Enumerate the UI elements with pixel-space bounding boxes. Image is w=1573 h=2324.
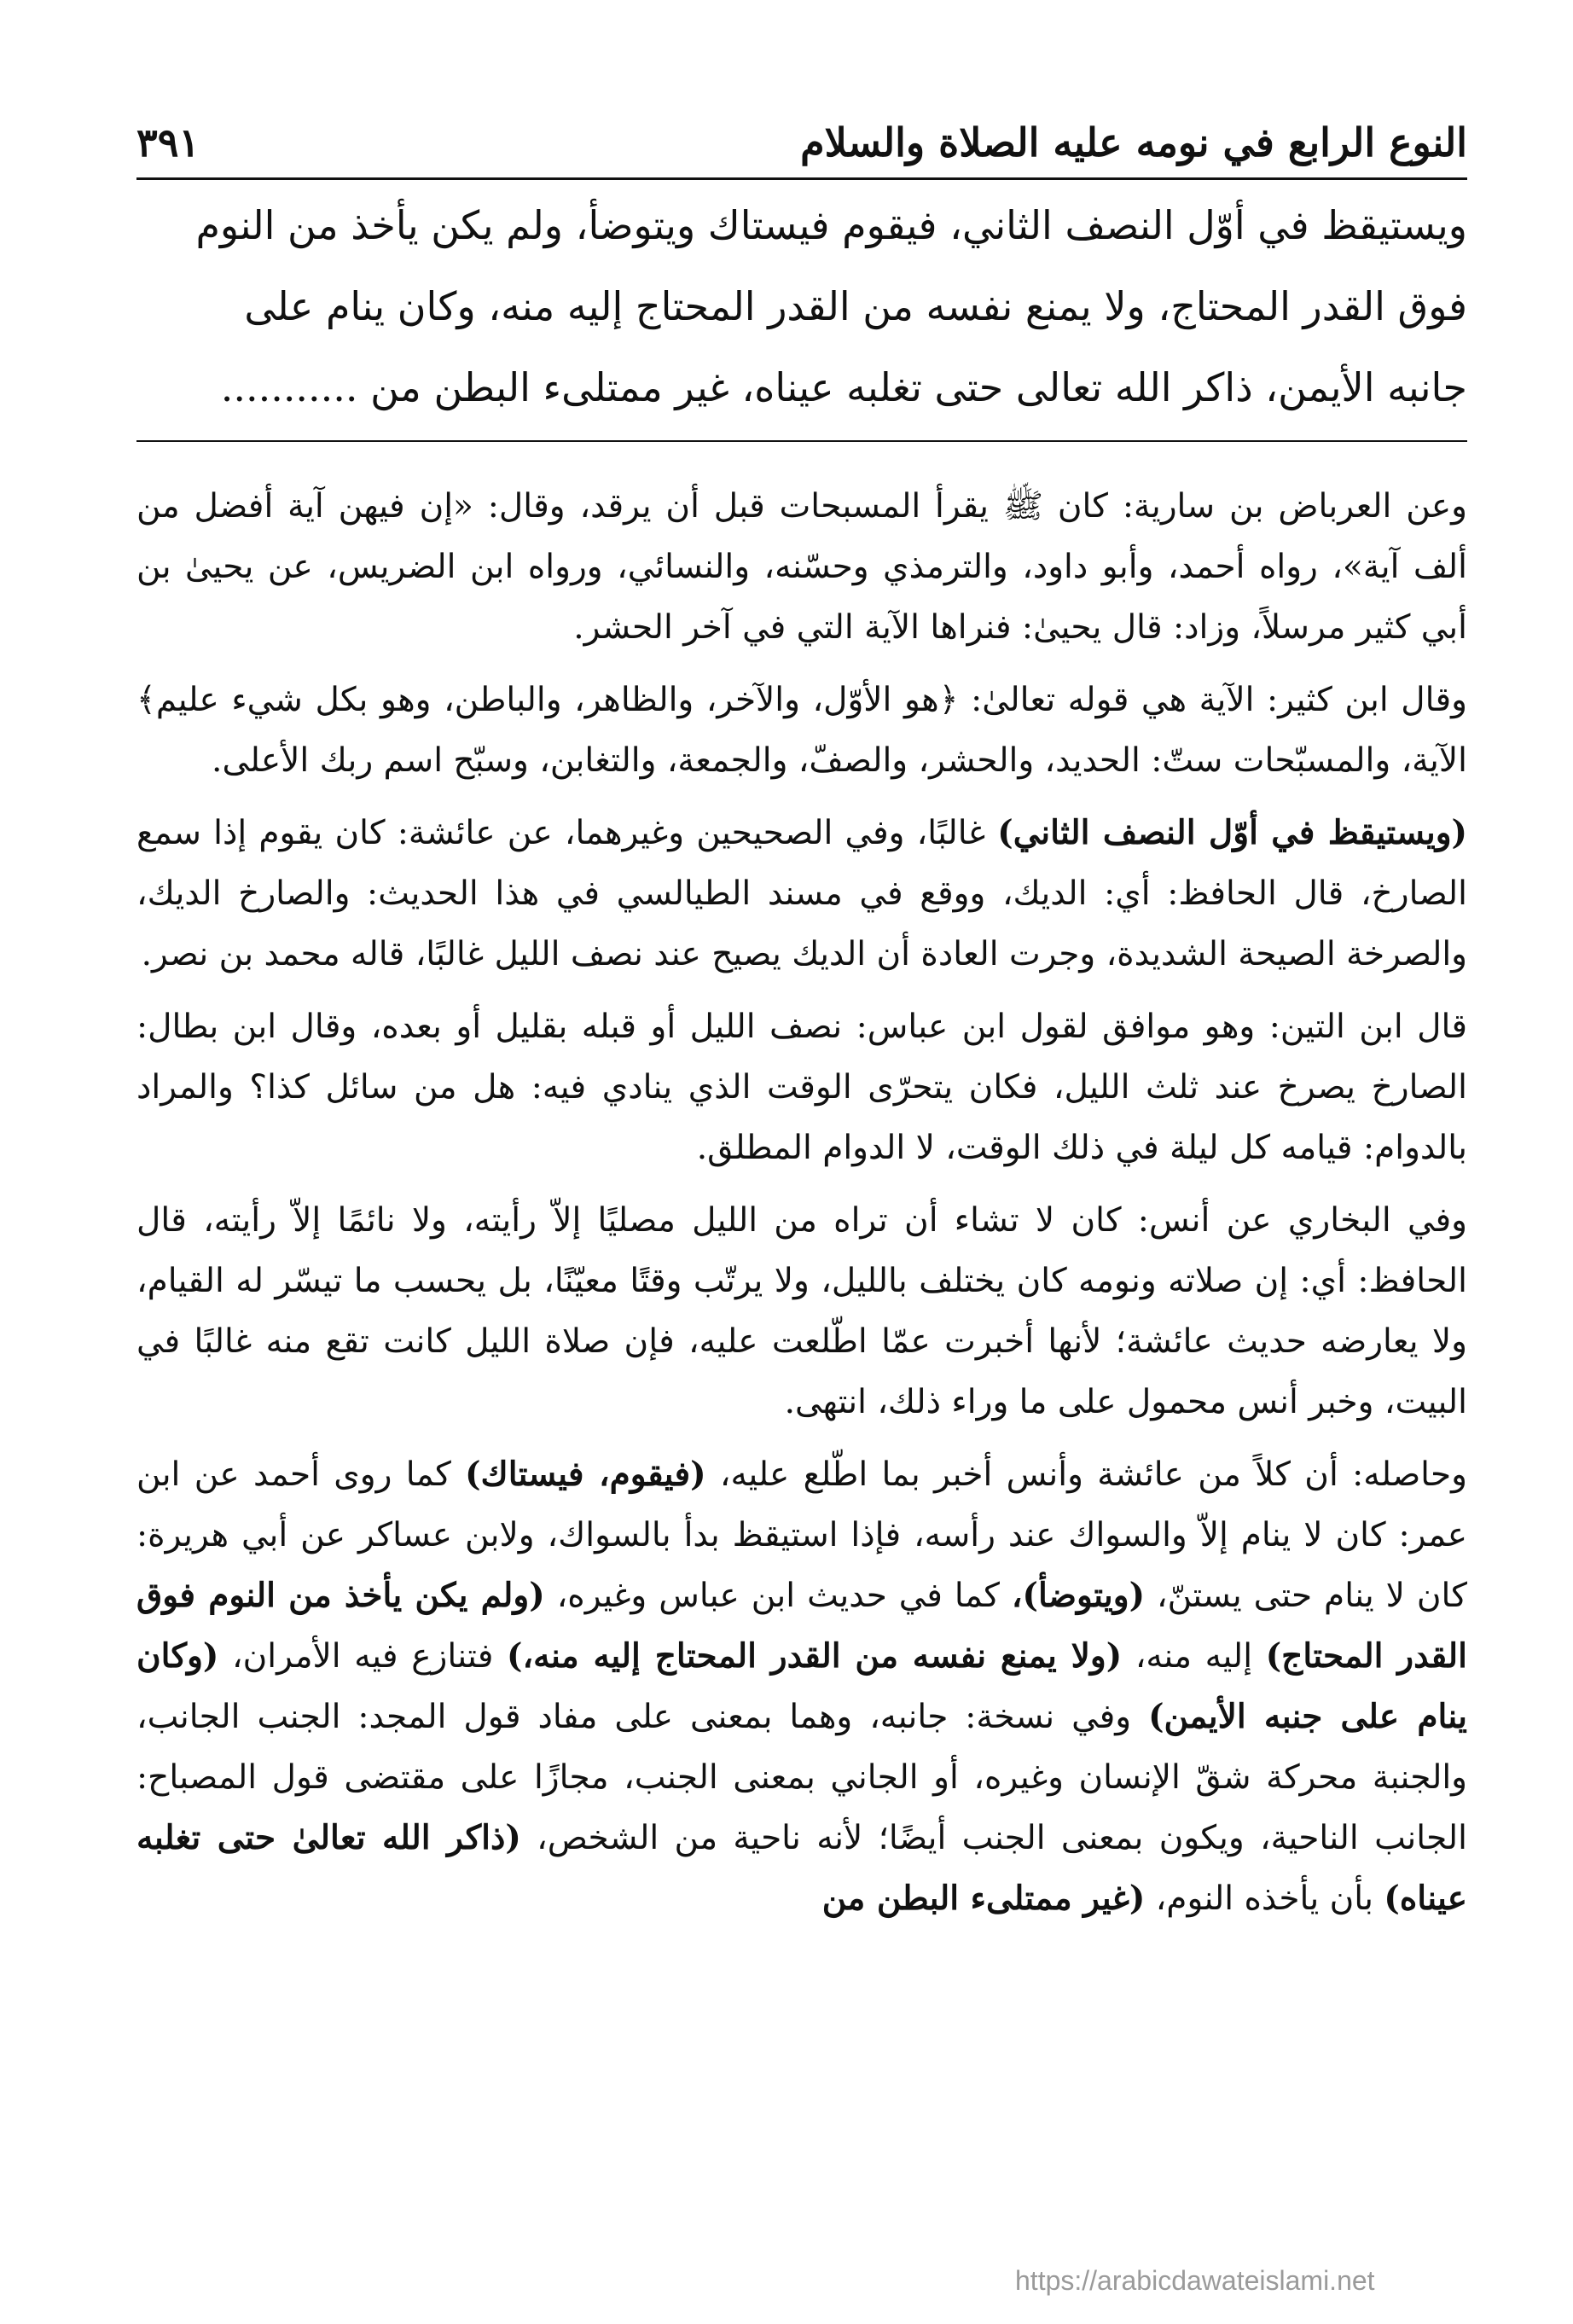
- commentary-text: وفي نسخة: جانبه، وهما بمعنى على مفاد قول المجد: الجنب الجانب، والجنبة محركة شقّ الإنسان وغيره، أو الجاني بمعنى الجنب، مجازًا على مقتضى قول المصباح: الجانب الناحية، ويكون بمعنى الجنب أيضًا؛ لأنه ناحية من الشخص،: [136, 1698, 1467, 1857]
- quoted-matn: (فيقوم، فيستاك): [465, 1455, 706, 1494]
- matn-separator: [136, 440, 1467, 442]
- commentary-text: غالبًا، وفي الصحيحين وغيرهما، عن عائشة: كان يقوم إذا سمع الصارخ، قال الحافظ: أي: الديك، ووقع في مسند الطيالسي في هذا الحديث: والصارخ الديك، والصرخة الصيحة الشديدة، وجرت العادة أن الديك يصيح عند نصف الليل غالبًا، قاله محمد بن نصر.: [136, 814, 1467, 973]
- quoted-matn: (ولا يمنع نفسه من القدر المحتاج إليه منه،): [507, 1636, 1123, 1676]
- quoted-matn: (ويستيقظ في أوّل النصف الثاني): [997, 813, 1468, 852]
- commentary-text: فتنازع فيه الأمران،: [232, 1637, 494, 1676]
- matn-line: جانبه الأيمن، ذاكر الله تعالى حتى تغلبه عيناه، غير ممتلىء البطن من ...........: [220, 364, 1467, 410]
- quoted-matn: (ولم يكن يأخذ من النوم فوق القدر المحتاج): [136, 1576, 1467, 1676]
- chapter-title: النوع الرابع في نومه عليه الصلاة والسلام: [800, 119, 1467, 166]
- quoted-matn: (ويتوضأ)،: [1011, 1576, 1146, 1615]
- commentary-text: كما روى أحمد عن ابن عمر: كان لا ينام إلاّ والسواك عند رأسه، فإذا استيقظ بدأ بالسواك، ولابن عساكر عن أبي هريرة: كان لا ينام حتى يستنّ،: [136, 1455, 1467, 1615]
- commentary-text: بأن يأخذه النوم،: [1155, 1880, 1374, 1918]
- commentary-paragraph: وقال ابن كثير: الآية هي قوله تعالىٰ: ﴿هو الأوّل، والآخر، والظاهر، والباطن، وهو بكل شيء عليم﴾ الآية، والمسبّحات ستّ: الحديد، والحشر، والصفّ، والجمعة، والتغابن، وسبّح اسم ربك الأعلى.: [136, 681, 1467, 780]
- commentary-text: وحاصله: أن كلاً من عائشة وأنس أخبر بما اطّلع عليه،: [719, 1455, 1468, 1494]
- header-rule: [136, 177, 1467, 180]
- quoted-matn: (غير ممتلىء البطن من: [821, 1879, 1146, 1918]
- matn-line: فوق القدر المحتاج، ولا يمنع نفسه من القدر المحتاج إليه منه، وكان ينام على: [244, 283, 1467, 329]
- book-page: [136, 94, 1467, 1941]
- watermark-url: https://arabicdawateislami.net: [1015, 2265, 1375, 2296]
- quoted-matn: (ذاكر الله تعالىٰ حتى تغلبه عيناه): [136, 1818, 1467, 1918]
- commentary-paragraph: [136, 803, 1467, 985]
- matn-line: ويستيقظ في أوّل النصف الثاني، فيقوم فيستاك ويتوضأ، ولم يكن يأخذ من النوم: [195, 202, 1467, 248]
- commentary-paragraph: وفي البخاري عن أنس: كان لا تشاء أن تراه من الليل مصليًا إلاّ رأيته، ولا نائمًا إلاّ رأيته، قال الحافظ: أي: إن صلاته ونومه كان يختلف بالليل، ولا يرتّب وقتًا معيّنًا، بل يحسب ما تيسّر له القيام، ولا يعارضه حديث عائشة؛ لأنها أخبرت عمّا اطّلعت عليه، فإن صلاة الليل كانت تقع منه غالبًا في البيت، وخبر أنس محمول على ما وراء ذلك، انتهى.: [136, 1201, 1467, 1421]
- running-header: [136, 94, 1467, 166]
- commentary: [136, 476, 1467, 1929]
- commentary-paragraph: قال ابن التين: وهو موافق لقول ابن عباس: نصف الليل أو قبله بقليل أو بعده، وقال ابن بطال: الصارخ يصرخ عند ثلث الليل، فكان يتحرّى الوقت الذي ينادي فيه: هل من سائل كذا؟ والمراد بالدوام: قيامه كل ليلة في ذلك الوقت، لا الدوام المطلق.: [136, 1008, 1467, 1167]
- quoted-matn: (وكان ينام على جنبه الأيمن): [136, 1636, 1467, 1736]
- commentary-text: كما في حديث ابن عباس وغيره،: [556, 1577, 1000, 1615]
- commentary-paragraph: [136, 1444, 1467, 1929]
- page-number: ٣٩١: [136, 119, 200, 166]
- matn-text: [136, 185, 1467, 428]
- commentary-paragraph: وعن العرباض بن سارية: كان ﷺ يقرأ المسبحات قبل أن يرقد، وقال: «إن فيهن آية أفضل من ألف آية»، رواه أحمد، وأبو داود، والترمذي وحسّنه، والنسائي، ورواه ابن الضريس، عن يحيىٰ بن أبي كثير مرسلاً، وزاد: قال يحيىٰ: فنراها الآية التي في آخر الحشر.: [136, 487, 1467, 647]
- commentary-text: إليه منه،: [1135, 1637, 1253, 1676]
